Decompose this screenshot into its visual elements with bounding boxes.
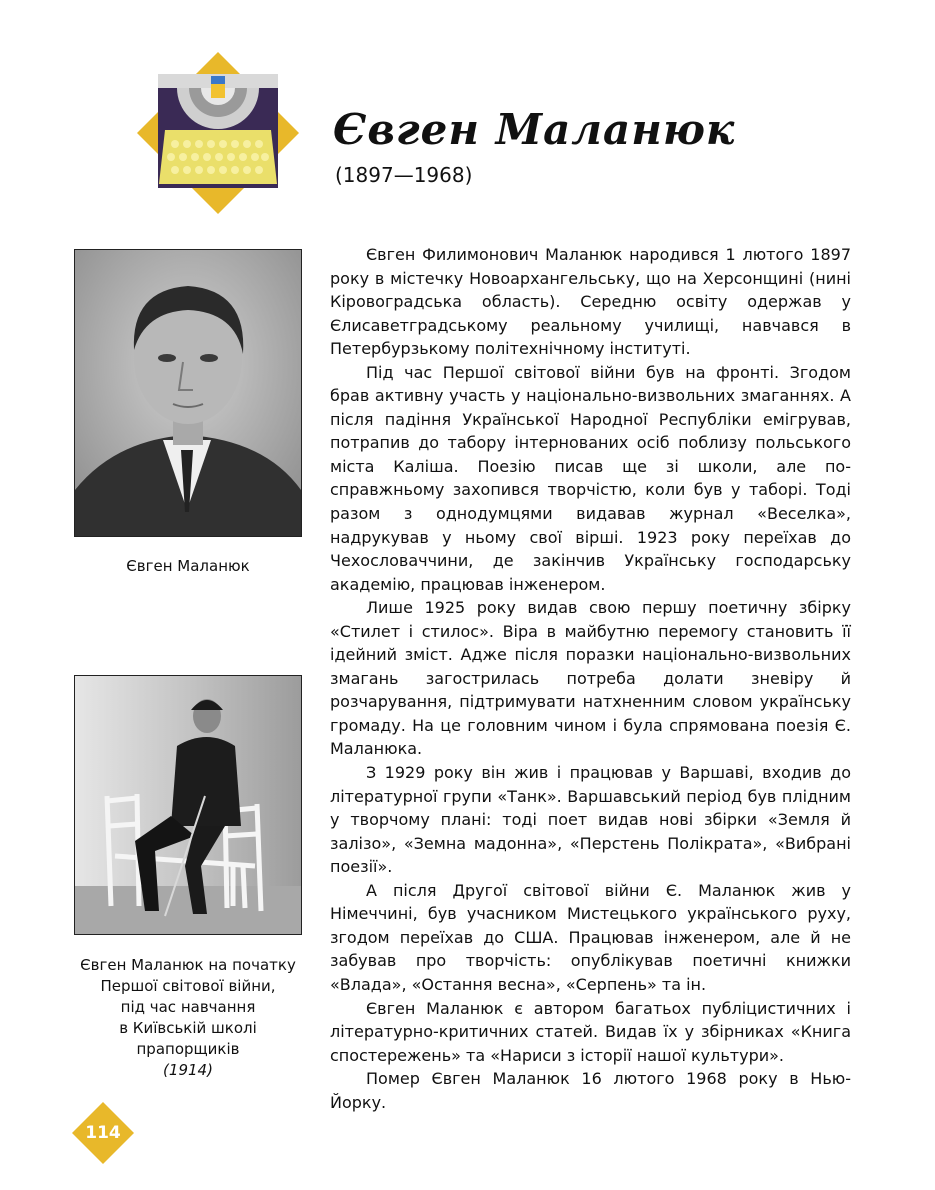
caption-line: Євген Маланюк на початку	[80, 956, 296, 974]
caption-line: прапорщиків	[136, 1040, 240, 1058]
portrait-caption: Євген Маланюк	[126, 557, 250, 575]
paragraph: Під час Першої світової війни був на фронті. Згодом брав активну участь у національно-визвольних змаганнях. А після падіння Української Народної Республіки емігрував, потрапив до табору інтернованих осіб поблизу польського міста Каліша. Поезію писав ще зі школи, але по-справжньому захопився творчістю, коли був у таборі. Тоді разом з однодумцями видавав журнал «Веселка», надрукував у ньому свої вірші. 1923 року переїхав до Чехословаччини, де закінчив Українську господарську академію, працював інженером.	[330, 362, 851, 594]
biography-text	[330, 243, 851, 1114]
soldier-photo	[74, 675, 302, 935]
page-number: 114	[85, 1123, 121, 1143]
paragraph: Помер Євген Маланюк 16 лютого 1968 року в Нью-Йорку.	[330, 1069, 851, 1112]
paragraph: А після Другої світової війни Є. Маланюк жив у Німеччині, був учасником Мистецького українського руху, згодом переїхав до США. Працював інженером, але й не забував про творчість: опублікував поетичні книжки «Влада», «Остання весна», «Серпень» та ін.	[330, 880, 851, 994]
caption-line: в Київській школі	[119, 1019, 257, 1037]
caption-line: під час навчання	[120, 998, 256, 1016]
caption-line: Першої світової війни,	[100, 977, 276, 995]
portrait-image	[75, 250, 301, 536]
typewriter-icon	[137, 52, 299, 214]
paragraph: З 1929 року він жив і працював у Варшаві, входив до літературної групи «Танк». Варшавський період був плідним у творчому плані: тоді поет видав нові збірки «Земля й залізо», «Земна мадонна», «Перстень Полікрата», «Вибрані поезії».	[330, 763, 851, 877]
soldier-image	[75, 676, 301, 934]
life-years: (1897—1968)	[335, 163, 473, 187]
paragraph: Євген Маланюк є автором багатьох публіцистичних і літературно-критичних статей. Видав їх у збірниках «Книга спостережень» та «Нариси з історії нашої культури».	[330, 998, 851, 1065]
paragraph: Лише 1925 року видав свою першу поетичну збірку «Стилет і стилос». Віра в майбутню перемогу становить її ідейний зміст. Адже після поразки національно-визвольних змагань загострилась потреба долати зневіру й розчарування, підтримувати натхненним словом українську громаду. На це головним чином і була спрямована поезія Є. Маланюка.	[330, 598, 851, 759]
page-title: Євген Маланюк	[333, 105, 736, 154]
portrait-photo	[74, 249, 302, 537]
paragraph: Євген Филимонович Маланюк народився 1 лютого 1897 року в містечку Новоархангельську, що на Херсонщині (нині Кіровоградська область). Середню освіту одержав у Єлисаветградському реальному училищі, навчався в Петербурзькому політехнічному інституті.	[330, 245, 851, 359]
caption-year: (1914)	[163, 1061, 213, 1079]
soldier-caption	[66, 955, 310, 1081]
